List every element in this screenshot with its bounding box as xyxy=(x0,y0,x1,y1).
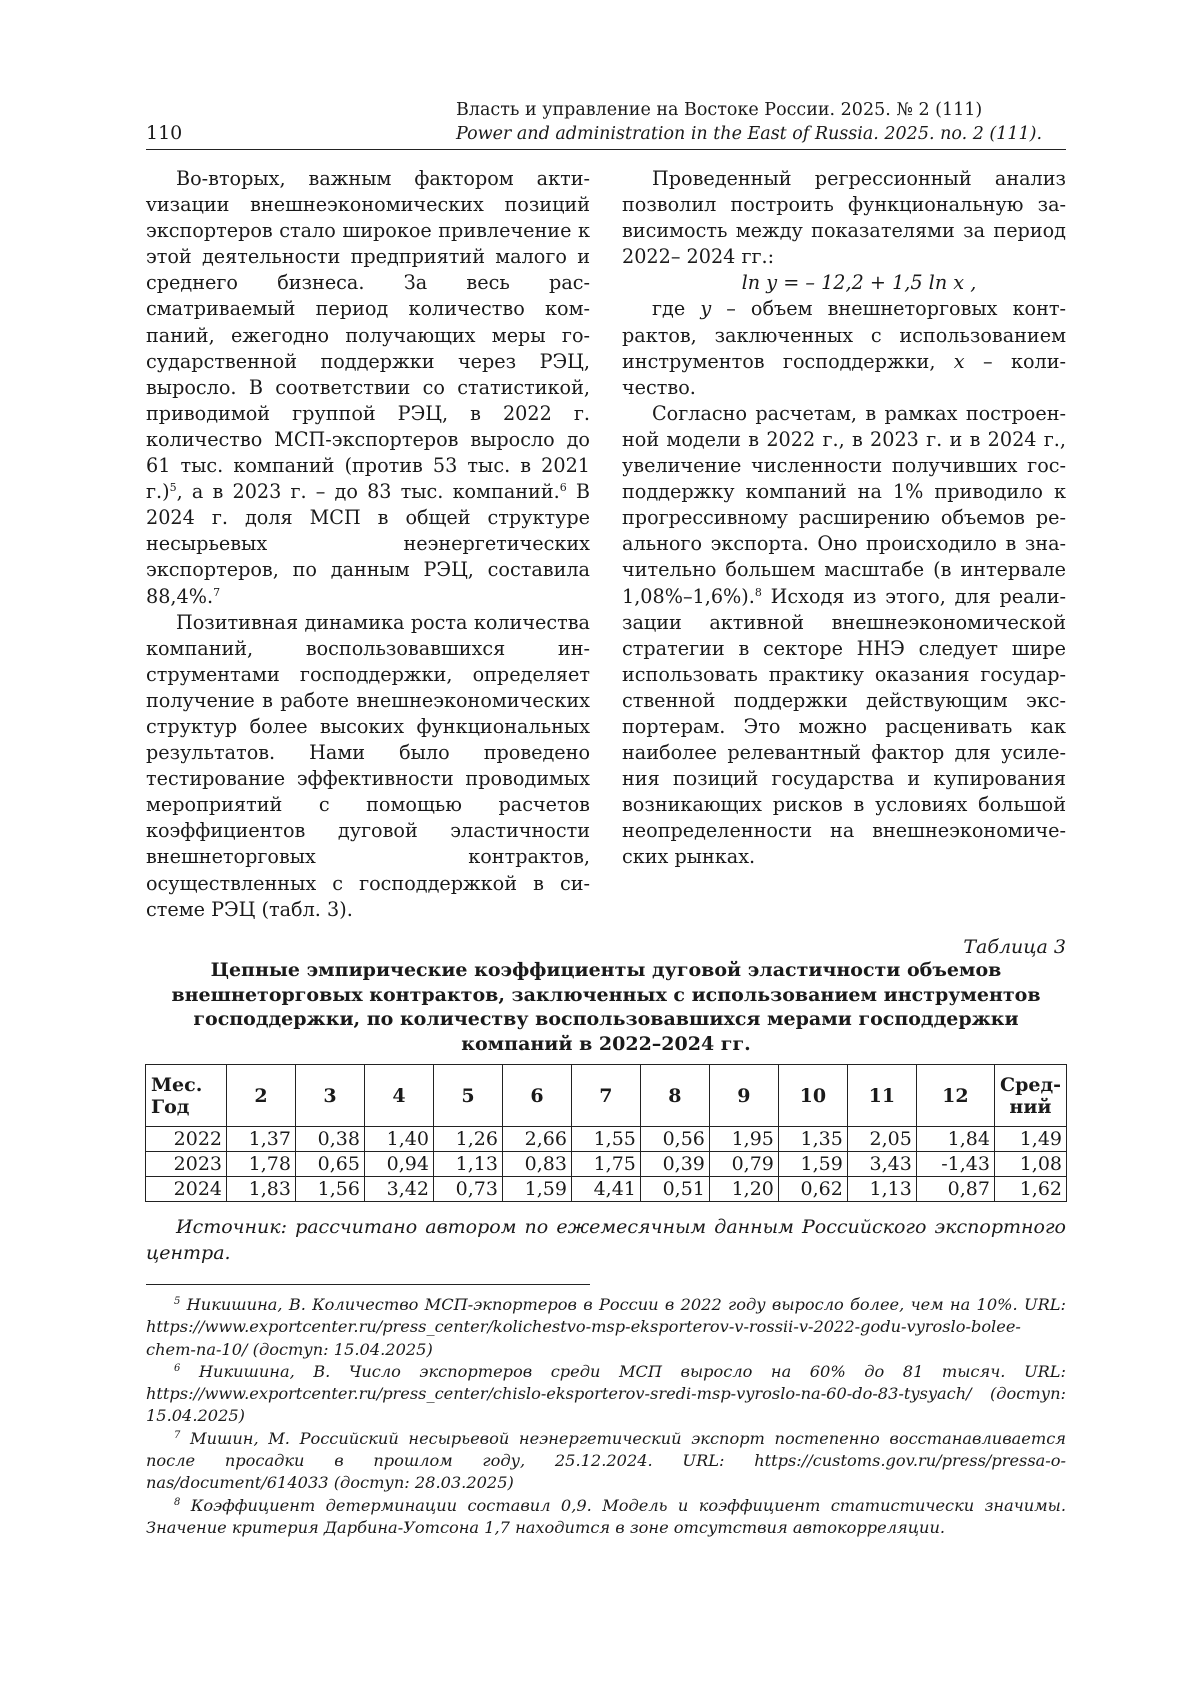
footnote xyxy=(146,1294,1066,1361)
table-title: Цепные эмпирические коэффициенты дуговой эластичности объемов внешнеторговых контрактов, заключенных с использованием инструментов господдержки, по количеству воспользовавшихся мерами господдержки компаний в 2022–2024 гг. xyxy=(171,959,1041,1055)
text-run: – количество. xyxy=(622,349,1066,399)
average-header-top: Сред- xyxy=(999,1073,1061,1096)
table-cell: 0,94 xyxy=(364,1152,433,1177)
table-cell: 0,79 xyxy=(709,1152,778,1177)
table-row xyxy=(146,1152,1067,1177)
left-column xyxy=(146,166,590,923)
footnotes xyxy=(146,1294,1066,1539)
table-cell: 1,13 xyxy=(433,1152,502,1177)
footnote-text: Никишина, В. Количество МСП-экпортеров в России в 2022 году выросло более, чем на 10%. URL: https://www.exportcenter.ru/press_center/kolichestvo-msp-eksporterov-v-rossii-v-2022-godu-vyroslo-bolee-chem-na-10/ (доступ: 15.04.2025) xyxy=(146,1295,1066,1359)
table-cell: 1,95 xyxy=(709,1127,778,1152)
column-header: 5 xyxy=(433,1065,502,1127)
footnote xyxy=(146,1361,1066,1428)
column-header: 3 xyxy=(295,1065,364,1127)
paragraph xyxy=(622,401,1066,871)
corner-header xyxy=(146,1065,227,1127)
column-header: 6 xyxy=(502,1065,571,1127)
table-label: Таблица 3 xyxy=(963,936,1066,958)
corner-header-bottom: Год xyxy=(151,1095,190,1118)
variable-y: y xyxy=(700,297,712,321)
paragraph xyxy=(146,166,590,610)
column-header: 12 xyxy=(916,1065,994,1127)
journal-title xyxy=(456,98,1066,146)
footnote-number: 6 xyxy=(174,1362,181,1374)
corner-header-top: Мес. xyxy=(151,1073,203,1096)
table-cell: 1,40 xyxy=(364,1127,433,1152)
year-cell: 2024 xyxy=(146,1177,227,1202)
footnote-number: 7 xyxy=(174,1429,181,1441)
table-cell: 0,56 xyxy=(640,1127,709,1152)
footnote-number: 8 xyxy=(174,1496,181,1508)
text-run: Согласно расчетам, в рамках построенной модели в 2022 г., в 2023 г. и в 2024 г., увеличение численности получивших господдержку компаний на 1% приводило к прогрессивному расширению объемов реального экспорта. Оно происходило в значительно большем масштабе (в интервале 1,08%–1,6%). xyxy=(622,401,1066,608)
table-cell: 1,84 xyxy=(916,1127,994,1152)
column-header: 2 xyxy=(227,1065,296,1127)
regression-formula: ln y = – 12,2 + 1,5 ln x , xyxy=(741,271,977,295)
table-cell: 0,38 xyxy=(295,1127,364,1152)
footnote xyxy=(146,1495,1066,1540)
table-cell: 1,59 xyxy=(778,1152,847,1177)
table-cell: 1,56 xyxy=(295,1177,364,1202)
table-source: Источник: рассчитано автором по ежемесячным данным Российского экспортного центра. xyxy=(146,1216,1066,1264)
table-cell: 2,66 xyxy=(502,1127,571,1152)
table-cell: 1,26 xyxy=(433,1127,502,1152)
paragraph xyxy=(622,296,1066,400)
table-cell: 0,73 xyxy=(433,1177,502,1202)
footnote xyxy=(146,1428,1066,1495)
table-cell: 2,05 xyxy=(847,1127,916,1152)
text-run: В 2024 г. доля МСП в общей структуре несырьевых неэнергетических экспортеров, по данным РЭЦ, составила 88,4%. xyxy=(146,480,591,608)
column-header: 10 xyxy=(778,1065,847,1127)
text-run: – объем внешнеторговых контрактов, заключенных с использованием инструментов господдержки, xyxy=(622,297,1066,373)
table-cell: 1,37 xyxy=(227,1127,296,1152)
text-run: , а в 2023 г. – до 83 тыс. компаний. xyxy=(176,480,560,504)
column-header: 11 xyxy=(847,1065,916,1127)
variable-x: x xyxy=(953,349,965,373)
column-header: 8 xyxy=(640,1065,709,1127)
table-row xyxy=(146,1127,1067,1152)
table-cell: 3,42 xyxy=(364,1177,433,1202)
footnote-ref-6[interactable]: 6 xyxy=(559,481,567,495)
average-header xyxy=(994,1065,1066,1127)
table-cell: -1,43 xyxy=(916,1152,994,1177)
footnote-number: 5 xyxy=(174,1296,181,1307)
text-run: Во-вторых, важным фактором актиvизации внешнеэкономических позиций экспортеров стало широкое привлечение к этой деятельности предприятий малого и среднего бизнеса. За весь рассматриваемый период количество компаний, ежегодно получающих меры государственной поддержки через РЭЦ, выросло. В соответствии со статистикой, приводимой группой РЭЦ, в 2022 г. количество МСП-экспортеров выросло до 61 тыс. компаний (против 53 тыс. в 2021 г.) xyxy=(146,167,590,504)
table-cell: 0,62 xyxy=(778,1177,847,1202)
table-cell: 1,55 xyxy=(571,1127,640,1152)
table-cell: 1,59 xyxy=(502,1177,571,1202)
table-cell: 0,87 xyxy=(916,1177,994,1202)
journal-title-en: Power and administration in the East of Russia. 2025. no. 2 (111). xyxy=(456,124,1043,144)
footnote-text: Коэффициент детерминации составил 0,9. Модель и коэффициент статистически значимы. Значение критерия Дарбина-Уотсона 1,7 находится в зоне отсутствия автокорреляции. xyxy=(146,1495,1066,1537)
year-cell: 2023 xyxy=(146,1152,227,1177)
table-cell: 0,39 xyxy=(640,1152,709,1177)
year-cell: 2022 xyxy=(146,1127,227,1152)
table-cell: 1,78 xyxy=(227,1152,296,1177)
column-header: 7 xyxy=(571,1065,640,1127)
table-cell: 4,41 xyxy=(571,1177,640,1202)
average-cell: 1,49 xyxy=(994,1127,1066,1152)
text-run: где xyxy=(652,297,701,321)
table-cell: 1,13 xyxy=(847,1177,916,1202)
table-cell: 1,75 xyxy=(571,1152,640,1177)
footnote-text: Мишин, М. Российский несырьевой неэнергетический экспорт постепенно восстанавливается после просадки в прошлом году, 25.12.2024. URL: https://customs.gov.ru/press/pressa-o-nas/document/614033 (доступ: 28.03.2025) xyxy=(146,1428,1066,1493)
page-header xyxy=(146,98,1066,146)
journal-title-ru: Власть и управление на Востоке России. 2025. № 2 (111) xyxy=(456,100,983,120)
column-header: 4 xyxy=(364,1065,433,1127)
footnote-text: Никишина, В. Число экспортеров среди МСП выросло на 60% до 81 тысяч. URL: https://www.exportcenter.ru/press_center/chislo-eksporterov-sredi-msp-vyroslo-na-60-do-83-tysyach/ (доступ: 15.04.2025) xyxy=(146,1361,1066,1426)
page-number: 110 xyxy=(146,122,183,144)
footnote-ref-5[interactable]: 5 xyxy=(169,481,177,495)
paragraph: Проведенный регрессионный анализ позволил построить функциональную зависимость между показателями за период 2022– 2024 гг.: xyxy=(622,167,1066,269)
footnote-ref-8[interactable]: 8 xyxy=(754,585,762,599)
average-cell: 1,08 xyxy=(994,1152,1066,1177)
average-header-bottom: ний xyxy=(1009,1095,1052,1118)
right-column xyxy=(622,166,1066,871)
footnote-separator xyxy=(146,1284,590,1285)
table-cell: 3,43 xyxy=(847,1152,916,1177)
table-cell: 1,83 xyxy=(227,1177,296,1202)
table-cell: 1,20 xyxy=(709,1177,778,1202)
column-header: 9 xyxy=(709,1065,778,1127)
table-cell: 0,65 xyxy=(295,1152,364,1177)
elasticity-table xyxy=(145,1064,1067,1202)
header-rule xyxy=(146,149,1066,150)
table-cell: 1,35 xyxy=(778,1127,847,1152)
footnote-ref-7[interactable]: 7 xyxy=(213,585,221,599)
table-row xyxy=(146,1177,1067,1202)
average-cell: 1,62 xyxy=(994,1177,1066,1202)
text-run: Исходя из этого, для реализации активной внешнеэкономической стратегии в секторе ННЭ следует шире использовать практику оказания государственной поддержки действующим экспортерам. Это можно расценивать как наиболее релевантный фактор для усиления позиций государства и купирования возникающих рисков в условиях большой неопределенности на внешнеэкономических рынках. xyxy=(622,584,1066,869)
table-cell: 0,51 xyxy=(640,1177,709,1202)
paragraph: Позитивная динамика роста количества компаний, воспользовавшихся инструментами господдержки, определяет получение в работе внешнеэкономических структур более высоких функциональных результатов. Нами было проведено тестирование эффективности проводимых мероприятий с помощью расчетов коэффициентов дуговой эластичности внешнеторговых контрактов, осуществленных с господдержкой в системе РЭЦ (табл. 3). xyxy=(146,610,590,921)
table-cell: 0,83 xyxy=(502,1152,571,1177)
table-header-row xyxy=(146,1065,1067,1127)
